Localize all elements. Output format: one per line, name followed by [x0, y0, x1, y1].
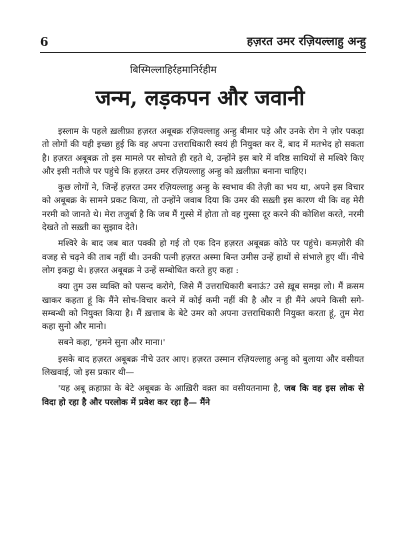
paragraph: इस्लाम के पहले ख़लीफ़ा हज़रत अबूबक्र रज़ियल्लाहु अन्हु बीमार पड़े और उनके रोग ने ज़ोर पकड़ा तो लोगों की यही इच्छा हुई कि वह अपना उत्तराधिकारी स्वयं ही नियुक्त कर दें, बाद में मतभेद हो सकता है। हज़रत अबूबक्र तो इस मामले पर सोचते ही रहते थे, उन्होंने इस बारे में वरिष्ठ साथियों से मश्विरे किए और इसी नतीजे पर पहुंचे कि हज़रत उमर रज़ियल्लाहु अन्हु को ख़लीफ़ा बनाना चाहिए। [42, 127, 364, 177]
paragraph-text: 'यह अबू क़हाफ़ा के बेटे अबूबक्र के आख़िरी वक़्त का वसीयतनामा है, [58, 384, 285, 395]
paragraph: क्या तुम उस व्यक्ति को पसन्द करोगे, जिसे मैं उत्तराधिकारी बनाऊं? उसे ख़ूब समझ लो। मैं क़सम खाकर कहता हूं कि मैंने सोच-विचार करने में कोई कमी नहीं की है और न ही मैंने अपने किसी सगे-सम्बन्धी को नियुक्त किया है। मैं ख़त्ताब के बेटे उमर को अपना उत्तराधिकारी नियुक्त करता हूं, तुम मेरा कहा सुनो और मानो। [42, 282, 364, 333]
running-title: हज़रत उमर रज़ियल्लाहु अन्हु [246, 34, 366, 48]
paragraph: इसके बाद हज़रत अबूबक्र नीचे उतर आए। हज़रत उस्मान रज़ियल्लाहु अन्हु को बुलाया और वसीयत लिखवाई, जो इस प्रकार थी— [42, 354, 364, 379]
paragraph-bold-text: जब कि वह इस लोक से विदा हो रहा है और परलोक में प्रवेश कर रहा है— मैंने [42, 384, 365, 408]
paragraph [42, 383, 364, 410]
invocation-line: बिस्मिल्लाहिर्रहमानिर्रहीम [130, 65, 217, 76]
page-number: 6 [40, 35, 49, 49]
paragraph: कुछ लोगों ने, जिन्हें हज़रत उमर रज़ियल्लाहु अन्हु के स्वभाव की तेज़ी का भय था, अपने इस विचार को अबूबक्र के सामने प्रकट किया, तो उन्होंने जवाब दिया कि उमर की सख़्ती इस कारण थी कि वह मेरी नरमी को जानते थे। मेरा तजुर्बा है कि जब मैं गुस्से में होता तो वह गुस्सा दूर करने की कोशिश करते, नरमी देखते तो सख़्ती का सुझाव देते। [42, 183, 364, 234]
paragraph: मश्विरे के बाद जब बात पक्की हो गई तो एक दिन हज़रत अबूबक्र कोठे पर पहुंचे। कमज़ोरी की वजह से चढ़ने की ताब नहीं थी। उनकी पत्नी हज़रत अस्मा बिन्त उमीस उन्हें हाथों से संभाले हुए थीं। नीचे लोग इकट्ठा थे। हज़रत अबूबक्र ने उन्हें सम्बोधित करते हुए कहा : [42, 239, 364, 276]
chapter-title: जन्म, लड़कपन और जवानी [95, 85, 305, 110]
paragraph: सबने कहा, 'हमने सुना और माना।' [58, 338, 166, 349]
body-text [42, 126, 364, 413]
page-header [40, 36, 366, 53]
